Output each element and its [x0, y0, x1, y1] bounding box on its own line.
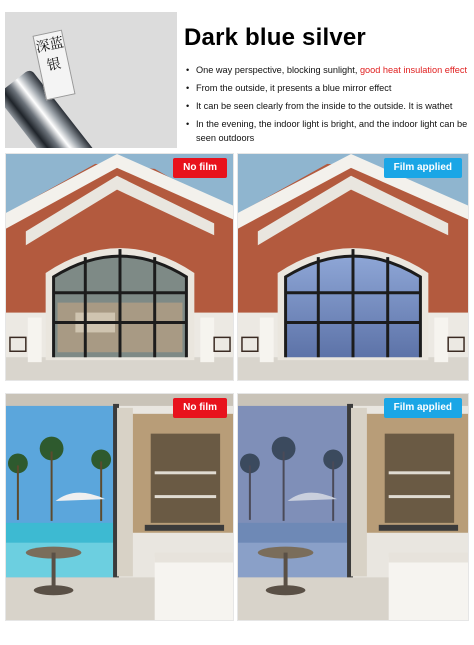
- feature-text: It can be seen clearly from the inside to the outside. It is wathet: [196, 101, 453, 111]
- feature-item: [186, 118, 470, 145]
- feature-list: [186, 64, 470, 150]
- feature-text: In the evening, the indoor light is bright, and the indoor light can be seen outdoors: [196, 119, 468, 143]
- film-applied-tag: Film applied: [384, 158, 462, 178]
- film-roll-image: [5, 12, 177, 148]
- exterior-film-applied-photo: [237, 153, 469, 381]
- feature-text: One way perspective, blocking sunlight,: [196, 65, 360, 75]
- room-interior-illustration: [238, 394, 468, 620]
- interior-film-applied-photo: [237, 393, 469, 621]
- feature-item: [186, 64, 470, 78]
- room-interior-illustration: [6, 394, 233, 620]
- no-film-tag: No film: [173, 398, 227, 418]
- feature-item: [186, 82, 470, 96]
- film-applied-tag: Film applied: [384, 398, 462, 418]
- no-film-tag: No film: [173, 158, 227, 178]
- exterior-no-film-photo: [5, 153, 234, 381]
- feature-highlight: good heat insulation effect: [359, 65, 468, 75]
- product-header: [0, 0, 474, 150]
- feature-text: From the outside, it presents a blue mirror effect: [196, 83, 392, 93]
- feature-item: [186, 100, 470, 114]
- house-exterior-illustration: [238, 154, 468, 380]
- house-exterior-illustration: [6, 154, 233, 380]
- interior-no-film-photo: [5, 393, 234, 621]
- product-title: Dark blue silver: [184, 24, 366, 51]
- film-roll-label: 深蓝银: [32, 30, 75, 101]
